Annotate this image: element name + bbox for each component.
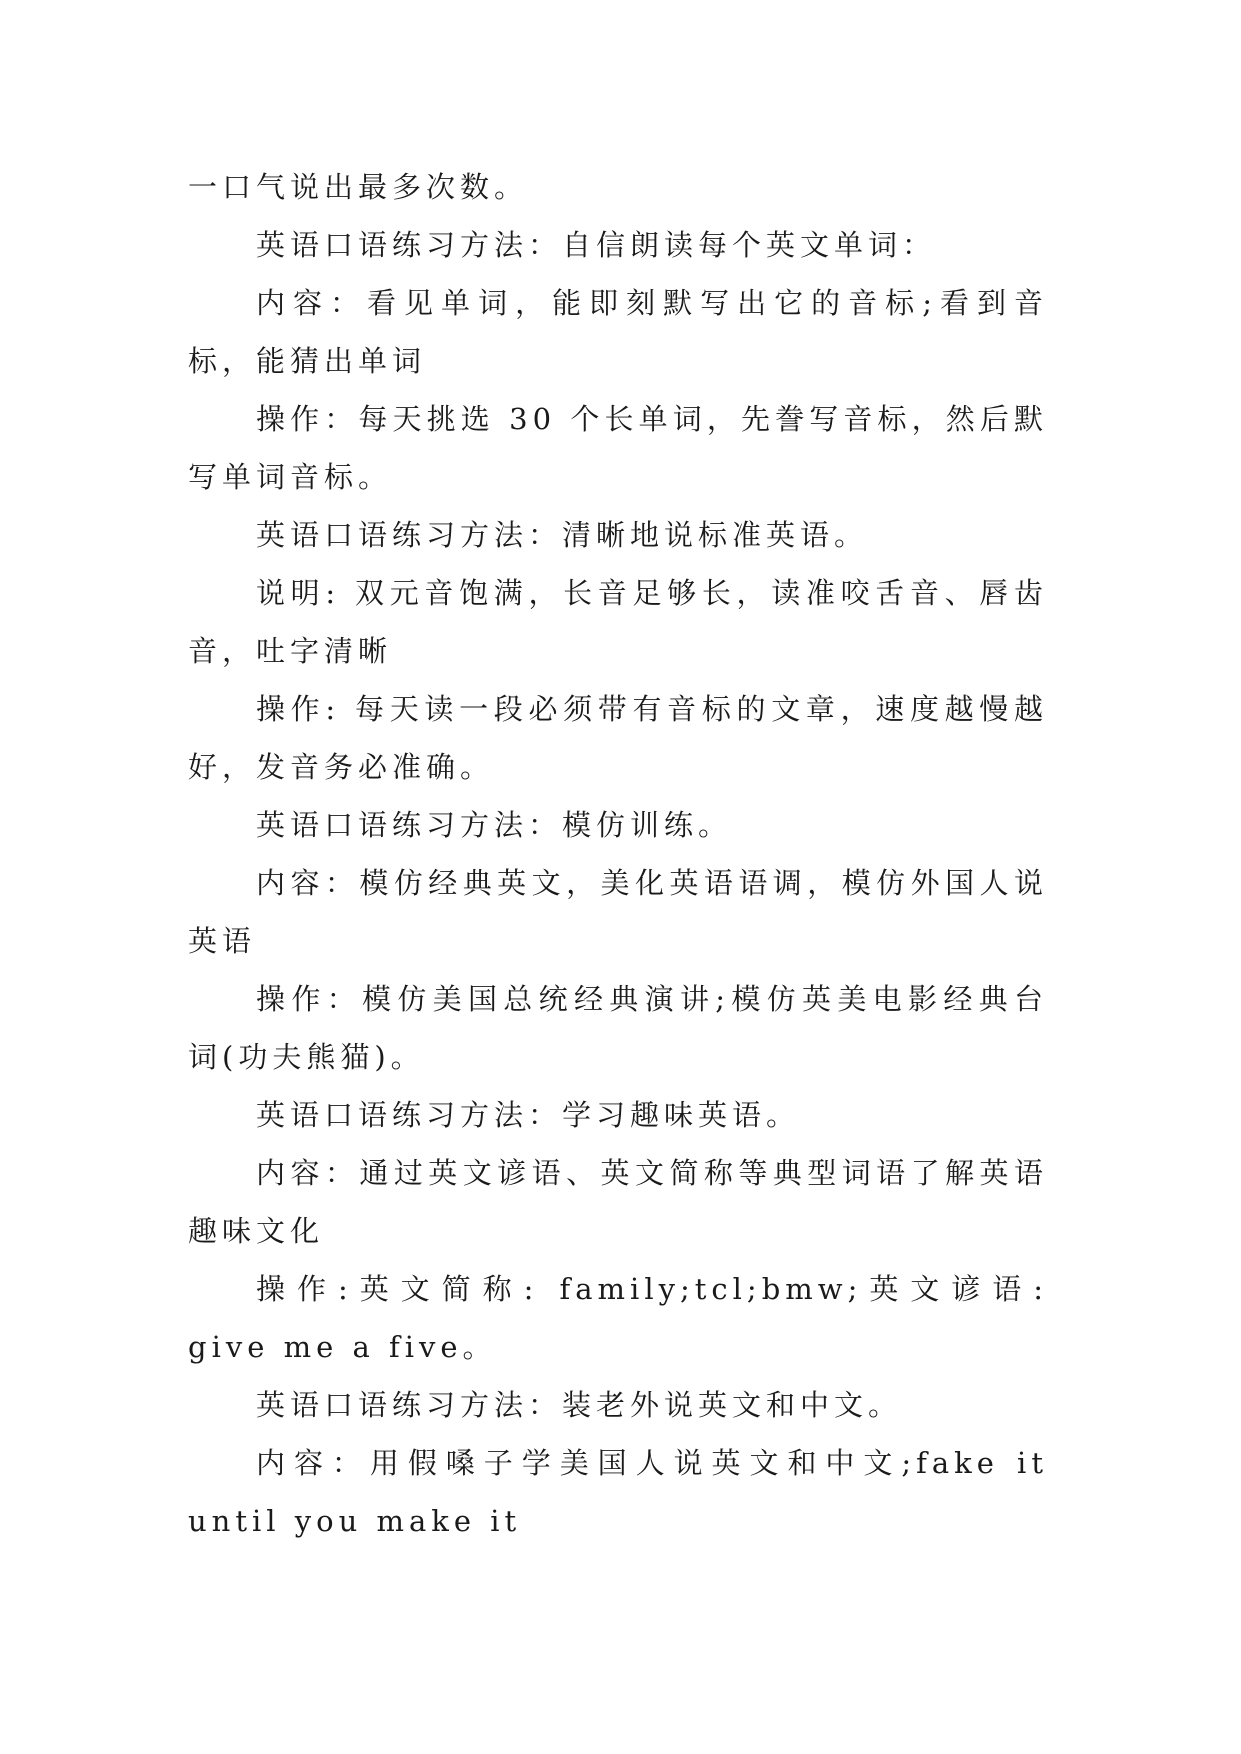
paragraph: 内容：通过英文谚语、英文简称等典型词语了解英语趣味文化 bbox=[188, 1156, 1048, 1248]
paragraph: 操作:英文简称: family;tcl;bmw;英文谚语: give me a five。 bbox=[188, 1272, 1048, 1364]
document-page bbox=[188, 158, 1048, 1550]
paragraph: 英语口语练习方法：学习趣味英语。 bbox=[256, 1098, 801, 1132]
paragraph: 英语口语练习方法：模仿训练。 bbox=[256, 808, 733, 842]
paragraph: 操作：每天挑选 30 个长单词，先誊写音标，然后默写单词音标。 bbox=[188, 402, 1048, 494]
paragraph: 英语口语练习方法：自信朗读每个英文单词： bbox=[256, 228, 937, 262]
paragraph: 操作：模仿美国总统经典演讲;模仿英美电影经典台词(功夫熊猫)。 bbox=[188, 982, 1048, 1074]
paragraph: 英语口语练习方法：清晰地说标准英语。 bbox=[256, 518, 869, 552]
paragraph: 英语口语练习方法：装老外说英文和中文。 bbox=[256, 1388, 903, 1422]
paragraph: 说明: 双元音饱满，长音足够长，读准咬舌音、唇齿音，吐字清晰 bbox=[188, 576, 1048, 668]
paragraph: 内容：用假嗓子学美国人说英文和中文;fake it until you make it bbox=[188, 1446, 1048, 1538]
paragraph: 内容：看见单词，能即刻默写出它的音标;看到音标，能猜出单词 bbox=[188, 286, 1048, 378]
paragraph: 内容：模仿经典英文，美化英语语调，模仿外国人说英语 bbox=[188, 866, 1048, 958]
paragraph: 操作: 每天读一段必须带有音标的文章，速度越慢越好，发音务必准确。 bbox=[188, 692, 1048, 784]
paragraph: 一口气说出最多次数。 bbox=[188, 170, 529, 204]
